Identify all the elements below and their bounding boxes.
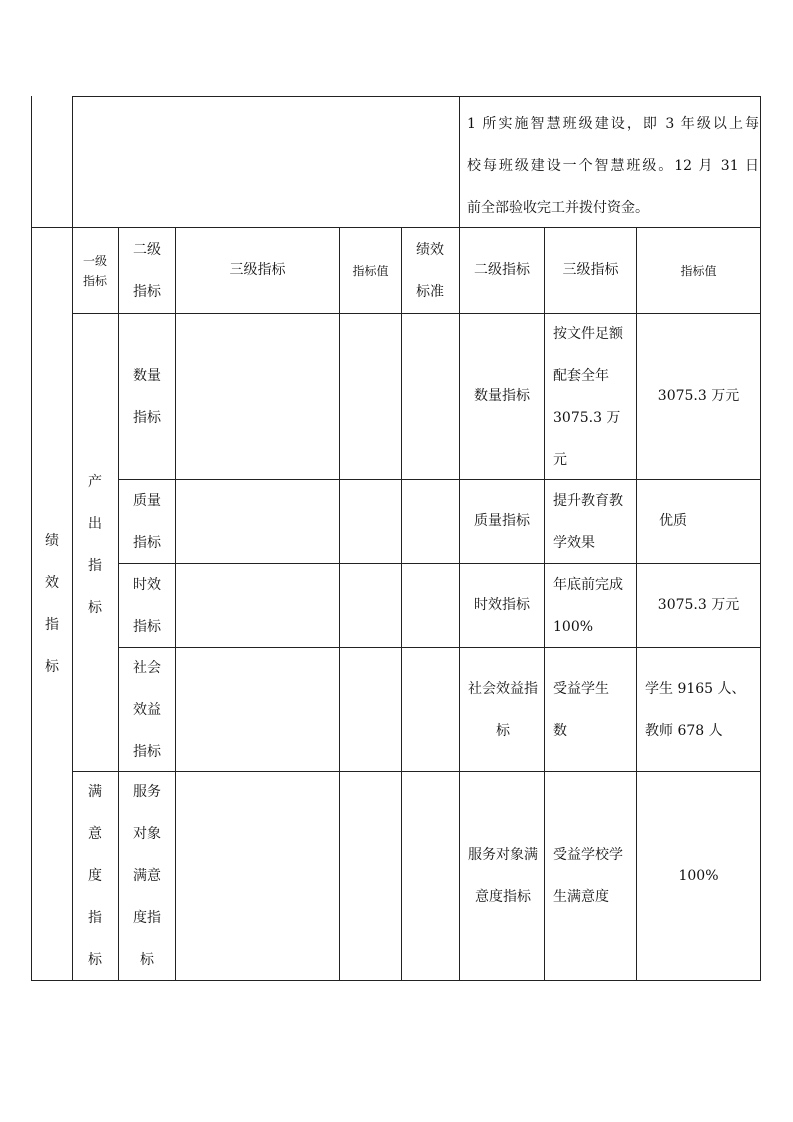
header-level1: 一级指标 — [82, 254, 107, 288]
row-level2-right: 社会效益指标 — [468, 680, 538, 739]
group-label-satisfaction: 满意度指标 — [88, 784, 102, 968]
row-value-right: 3075.3 万元 — [657, 388, 740, 404]
group-label-output: 产出指标 — [88, 474, 102, 616]
section-label-performance: 绩效指标 — [45, 533, 59, 675]
header-level2-right: 二级指标 — [474, 262, 530, 278]
row-level2: 质量指标 — [133, 492, 161, 551]
rule-left-outer — [31, 96, 32, 981]
header-level2: 二级指标 — [133, 242, 161, 300]
row-level2: 服务对象满意度指标 — [133, 784, 161, 968]
header-value-right: 指标值 — [680, 263, 717, 278]
header-standard: 绩效标准 — [416, 242, 444, 300]
row-value-right: 3075.3 万元 — [657, 597, 740, 613]
row-level2: 数量指标 — [133, 367, 161, 426]
row-level3-right: 受益学校学生满意度 — [553, 847, 623, 905]
row-value-right: 100% — [678, 867, 719, 884]
rule-value-left — [339, 227, 340, 981]
row-level3-right: 按文件足额配套全年 3075.3 万元 — [553, 325, 623, 468]
row-level2: 社会效益指标 — [133, 659, 161, 760]
row-value-right: 优质 — [659, 513, 687, 529]
top-note-line: 校每班级建设一个智慧班级。12 月 31 日 — [467, 158, 759, 174]
header-level3: 三级指标 — [229, 262, 286, 278]
row-level2-right: 时效指标 — [474, 597, 530, 613]
header-level3-right: 三级指标 — [562, 262, 619, 278]
row-level3-right: 年底前完成 100% — [553, 576, 623, 635]
top-note-line: 1 所实施智慧班级建设，即 3 年级以上每 — [467, 116, 759, 132]
row-level2-right: 服务对象满意度指标 — [468, 847, 538, 905]
row-level2-right: 数量指标 — [474, 388, 530, 404]
row-level3-right: 受益学生数 — [553, 680, 609, 739]
rule-level1-right — [72, 96, 73, 981]
row-level2: 时效指标 — [133, 576, 161, 635]
row-level2-right: 质量指标 — [474, 513, 530, 529]
row-value-right: 学生 9165 人、教师 678 人 — [645, 680, 746, 739]
rule-standard-left — [401, 227, 402, 981]
rule-level2-right — [118, 227, 119, 981]
top-note-line: 前全部验收完工并拨付资金。 — [467, 200, 649, 216]
rule-top-note-bottom — [72, 96, 761, 97]
rule-level3-left — [175, 227, 176, 981]
top-note — [467, 103, 759, 229]
header-value: 指标值 — [352, 263, 389, 278]
row-level3-right: 提升教育教学效果 — [553, 492, 623, 551]
rule-right-outer — [760, 96, 761, 981]
